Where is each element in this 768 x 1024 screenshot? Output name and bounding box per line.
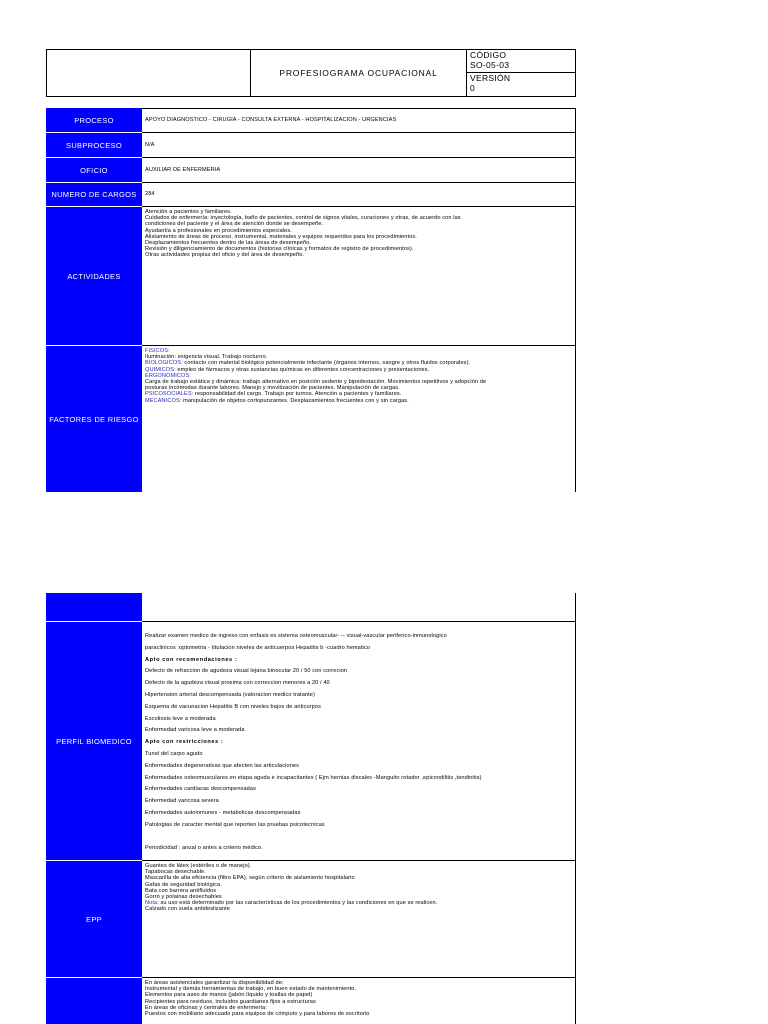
continuation-label-cell [46,593,142,622]
riesgo-category: ERGONÓMICOS: [145,372,191,379]
codigo-value: SO-05-03 [470,59,510,70]
perfil-line: Defecto de refraccion de agudeza visual lejana binocular 20 / 50 con correcion [145,668,348,675]
actividades-line: condiciones del paciente y el área de atención donde se desempeñe. [145,221,324,228]
proceso-label: PROCESO [46,108,142,133]
oficio-label: OFICIO [46,158,142,183]
riesgo-text: Iluminación: exigencia visual. Trabajo nocturno. [145,354,268,361]
condiciones-value [142,978,576,1024]
riesgo-text: Carga de trabajo estática y dinámica: trabajo alternativo en posición sedente y bipedestación. Movimientos repetitivos y adopción de [145,379,487,386]
oficio-value: AUXILIAR DE ENFERMERIA [142,158,576,183]
document-header [46,49,576,97]
perfil-line: Apto con restricciones : [145,739,224,746]
epp-text: Gorro y polainas desechables [145,894,222,901]
epp-text: su uso está determinado por las características de los procedimientos y las condiciones en que se realicen. [158,900,438,907]
version-cell [467,73,575,96]
subproceso-label: SUBPROCESO [46,133,142,158]
perfil-line: Enfermedades osteomusculares en etapa aguda e incapacitantes ( Ejm hernias discales -Manguito rotador ,epicondilitis ,tendinitis) [145,774,482,781]
perfil-line: paraclinicos :optometria - titulacion niveles de anticuerpos Hepatitis b -cuadro hematico [145,644,370,651]
perfil-line: Hipertension arterial descompensada (valoracion medico tratante) [145,691,315,698]
perfil-line: Realizar examen medico de ingreso con enfasis es sistema osteomuscular- -- visual-vascular periferico-inmunologico [145,633,447,639]
riesgo-text: posturas incómodas durante labores. Manejo y movilización de pacientes. Manipulación de cargas. [145,385,400,392]
actividades-value [142,207,576,346]
riesgo-category: BIOLÓGICOS: [145,360,183,367]
epp-text: Gafas de seguridad biológica. [145,881,222,888]
epp-text: Mascarilla de alta eficiencia (filtro EPA), según criterio de aislamiento hospitalario [145,875,355,882]
numero-cargos-value [142,183,576,207]
actividades-label: ACTIVIDADES [46,207,142,346]
actividades-line: Alistamiento de áreas de proceso, instrumental, materiales y equipos requeridos para los procedimientos. [145,233,417,240]
condiciones-line: Puestos con mobiliario adecuado para equipos de cómputo y para labores de escritorio [145,1011,370,1018]
riesgo-text: manipulación de objetos cortopunzantes. Desplazamientos frecuentes con y sin cargas. [181,397,409,404]
riesgo-category: MECÁNICOS: [145,397,182,404]
condiciones-line: En áreas de oficinas y centrales de enfermería: [145,1004,267,1011]
numero-cargos-text: 284 [145,191,155,197]
document-title: PROFESIOGRAMA OCUPACIONAL [251,50,467,96]
epp-text: Tapabocas desechable. [145,869,206,876]
version-value: 0 [470,82,476,93]
epp-label: EPP [46,861,142,978]
factores-riesgo-label: FACTORES DE RIESGO [46,346,142,492]
riesgo-line [145,398,572,404]
perfil-line: Enfermedades autoinmunes - metabolicas descompensadas [145,809,301,816]
perfil-biomedico-label: PERFIL BIOMEDICO [46,622,142,861]
actividades-line: Otras actividades propias del oficio y del área de desempeño. [145,252,305,259]
epp-value [142,861,576,978]
perfil-line: Enfermedades cardiacas descompensadas [145,786,256,793]
actividades-line: Ayudantía a profesionales en procedimientos especiales. [145,227,292,234]
condiciones-label-cell [46,978,142,1024]
actividades-line: Cuidados de enfermería: inyectología, baño de pacientes, control de signos vitales, curaciones y otras, de acuerdo con las [145,215,461,222]
codigo-cell [467,50,575,73]
version-label: VERSIÓN [470,73,511,83]
riesgo-category: PSICOSOCIALES: [145,391,194,398]
perfil-line: Enfermedad varicosa leve a moderada [145,727,245,734]
condiciones-line: Recipientes para residuos, incluidos guardianes fijos a estructuras [145,998,316,1005]
perfil-line: Periodicidad : anual o antes a criterio médico. [145,845,263,852]
riesgo-text: contacto con material biológico potencialmente infectante (órganos internos, sangre y otros fluidos corporales). [182,360,471,367]
perfil-line: Apto con recomendaciones : [145,656,238,663]
condiciones-line: En áreas asistenciales garantizar la disponibilidad de: [145,980,284,986]
riesgo-text: empleo de fármacos y otras sustancias químicas en diferentes concentraciones y presentaciones. [175,366,430,373]
logo-cell [47,50,251,96]
riesgo-category: QUÍMICOS: [145,366,176,373]
perfil-biomedico-value [142,622,576,861]
perfil-line [145,832,572,844]
codigo-label: CÓDIGO [470,50,507,60]
epp-text: Guantes de látex (estériles o de manejo). [145,863,252,869]
actividades-line: Revisión y diligenciamiento de documentos (historias clínicas y formatos de registro de procedimientos). [145,246,414,253]
riesgo-text: responsabilidad del cargo. Trabajo por turnos. Atención a pacientes y familiares. [193,391,402,398]
epp-line [145,906,572,912]
perfil-line: Defecto de la agudeza visual proxima con correccion menores a 20 / 40 [145,680,330,687]
perfil-line: Tunel del carpo agudo [145,750,203,757]
condiciones-line: Elementos para aseo de manos (jabón líquido y toallas de papel) [145,992,313,999]
subproceso-value: N/A [142,133,576,158]
perfil-line: Esquema de vacunacion Hepatitis B con niveles bajos de anticurpos [145,703,321,710]
proceso-value: APOYO DIAGNOSTICO - CIRUGIA - CONSULTA EXTERNA - HOSPITALIZACION - URGENCIAS [142,108,576,133]
actividades-line: Atención a pacientes y familiares. [145,209,232,215]
actividades-line: Desplazamientos frecuentes dentro de las áreas de desempeño. [145,240,312,247]
epp-text: Bata con barrera antifluidos [145,887,217,894]
epp-text: Calzado con suela antideslizante [145,906,230,913]
factores-riesgo-value [142,346,576,492]
perfil-line: Enfermedades degenerativas que afecten las articulaciones [145,762,300,769]
condiciones-line: Instrumental y demás herramientas de trabajo, en buen estado de mantenimiento. [145,986,357,993]
perfil-line: Patologias de caracter mental que reporten las pruebas psicotecnicas [145,821,325,828]
perfil-line: Enfermedad varicosa severa [145,798,219,805]
epp-note-prefix: Nota: [145,900,159,907]
perfil-line: Escoliosis leve a moderada [145,715,216,722]
riesgo-category: FÍSICOS: [145,348,170,354]
numero-cargos-label: NUMERO DE CARGOS [46,183,142,207]
continuation-value-cell [142,593,576,622]
